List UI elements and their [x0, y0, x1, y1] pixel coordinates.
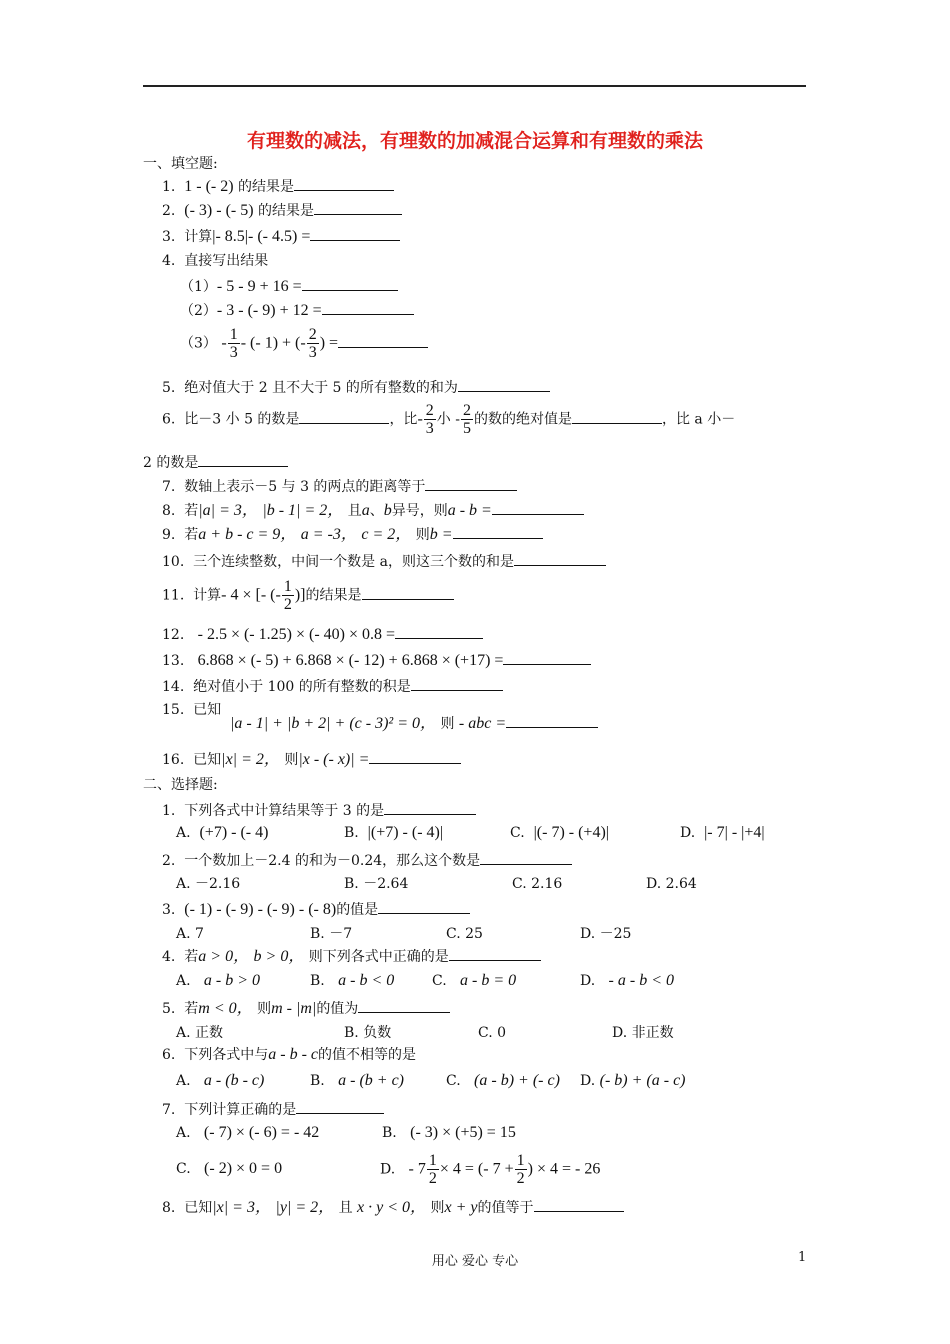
answer-blank[interactable]: [299, 409, 389, 424]
fill-q10: 10. 三个连续整数，中间一个数是 a，则这三个数的和是: [162, 551, 606, 571]
choice-q2-option-b[interactable]: B. －2.64: [344, 876, 409, 892]
fill-q7: 7. 数轴上表示－5 与 3 的两点的距离等于: [162, 476, 517, 496]
answer-blank[interactable]: [411, 676, 503, 691]
fraction: $\frac{1}{2}$: [283, 578, 292, 613]
choice-q4-option-c[interactable]: C. a - b = 0: [432, 972, 517, 989]
fill-q6-cont: 2 的数是: [143, 452, 288, 472]
answer-blank[interactable]: [492, 500, 584, 515]
fill-q4-sub1: （1）- 5 - 9 + 16 =: [180, 276, 398, 296]
footer-text: 用心 爱心 专心: [431, 1254, 519, 1269]
page-title: 有理数的减法，有理数的加减混合运算和有理数的乘法: [246, 130, 703, 152]
choice-q6-option-d[interactable]: D. (- b) + (a - c): [580, 1072, 686, 1089]
choice-q1-option-a[interactable]: A. (+7) - (- 4): [176, 824, 269, 841]
choice-q8: 8. 已知|x| = 3， |y| = 2， 且 x · y < 0， 则x + y的值等于: [162, 1197, 624, 1217]
fill-q16: 16. 已知|x| = 2， 则|x - (- x)| =: [162, 749, 461, 769]
choice-q3-option-d[interactable]: D. －25: [580, 926, 632, 942]
answer-blank[interactable]: [572, 409, 662, 424]
fill-q15-expr: |a - 1| + |b + 2| + (c - 3)² = 0， 则 - abc =: [230, 713, 598, 733]
answer-blank[interactable]: [296, 1099, 384, 1114]
fraction: $\frac{1}{2}$: [428, 1152, 437, 1187]
answer-blank[interactable]: [369, 749, 461, 764]
answer-blank[interactable]: [425, 476, 517, 491]
choice-q3-option-c[interactable]: C. 25: [446, 926, 483, 942]
answer-blank[interactable]: [314, 200, 402, 215]
choice-q1-option-b[interactable]: B. |(+7) - (- 4)|: [344, 824, 444, 841]
choice-q2-option-c[interactable]: C. 2.16: [512, 876, 563, 892]
choice-q1-option-d[interactable]: D. |- 7| - |+4|: [680, 824, 765, 841]
fraction: $\frac{1}{2}$: [516, 1152, 525, 1187]
fill-q13: 13. 6.868 × (- 5) + 6.868 × (- 12) + 6.868 × (+17) =: [162, 650, 591, 670]
fill-q9: 9. 若a + b - c = 9， a = -3， c = 2， 则b =: [162, 524, 543, 544]
fill-q5: 5. 绝对值大于 2 且不大于 5 的所有整数的和为: [162, 377, 550, 397]
fill-q3: 3. 计算|- 8.5|- (- 4.5) =: [162, 226, 400, 246]
fill-q4-sub2: （2）- 3 - (- 9) + 12 =: [180, 300, 414, 320]
answer-blank[interactable]: [458, 377, 550, 392]
answer-blank[interactable]: [453, 524, 543, 539]
fill-q4-sub3: （3） - $\frac{1}{3}$ - (- 1) + (- $\frac{2}{3}$ ) =: [180, 326, 428, 361]
choice-q1-option-c[interactable]: C. |(- 7) - (+4)|: [510, 824, 609, 841]
fill-q12: 12. - 2.5 × (- 1.25) × (- 40) × 0.8 =: [162, 624, 483, 644]
answer-blank[interactable]: [302, 276, 398, 291]
fill-q8: 8. 若|a| = 3， |b - 1| = 2， 且a、b异号，则a - b =: [162, 500, 584, 520]
answer-blank[interactable]: [534, 1197, 624, 1212]
choice-q4: 4. 若a > 0， b > 0， 则下列各式中正确的是: [162, 946, 541, 966]
answer-blank[interactable]: [198, 452, 288, 467]
section-choice-heading: 二、选择题:: [143, 777, 218, 793]
fill-q2: 2. (- 3) - (- 5) 的结果是: [162, 200, 402, 220]
choice-q6: 6. 下列各式中与a - b - c的值不相等的是: [162, 1046, 417, 1063]
choice-q2: 2. 一个数加上－2.4 的和为－0.24，那么这个数是: [162, 850, 572, 870]
answer-blank[interactable]: [378, 899, 470, 914]
page-number: 1: [798, 1250, 807, 1265]
answer-blank[interactable]: [395, 624, 483, 639]
answer-blank[interactable]: [503, 650, 591, 665]
fill-q6: 6. 比－3 小 5 的数是 ，比- $\frac{2}{3}$ 小 - $\frac{2}{5}$ 的数的绝对值是 ，比 a 小－: [162, 402, 736, 437]
fill-q11: 11. 计算- 4 × [- (- $\frac{1}{2}$ )]的结果是: [162, 578, 454, 613]
answer-blank[interactable]: [338, 333, 428, 348]
fill-q14: 14. 绝对值小于 100 的所有整数的积是: [162, 676, 503, 696]
choice-q5-option-d[interactable]: D. 非正数: [612, 1025, 674, 1041]
section-fill-heading: 一、填空题:: [143, 156, 218, 172]
choice-q3-option-a[interactable]: A. 7: [176, 926, 204, 942]
answer-blank[interactable]: [514, 551, 606, 566]
choice-q6-option-a[interactable]: A. a - (b - c): [176, 1072, 265, 1089]
choice-q5: 5. 若m < 0， 则m - |m|的值为: [162, 998, 450, 1018]
fraction: $\frac{2}{5}$: [462, 402, 471, 437]
fraction: $\frac{2}{3}$: [308, 326, 317, 361]
answer-blank[interactable]: [358, 998, 450, 1013]
fill-q1: 1. 1 - (- 2) 的结果是: [162, 176, 394, 196]
choice-q4-option-d[interactable]: D. - a - b < 0: [580, 972, 674, 989]
choice-q7-option-c[interactable]: C. (- 2) × 0 = 0: [176, 1160, 283, 1177]
choice-q4-option-b[interactable]: B. a - b < 0: [310, 972, 395, 989]
choice-q6-option-b[interactable]: B. a - (b + c): [310, 1072, 404, 1089]
choice-q2-option-a[interactable]: A. －2.16: [176, 876, 241, 892]
fraction: $\frac{1}{3}$: [229, 326, 238, 361]
choice-q7-option-b[interactable]: B. (- 3) × (+5) = 15: [382, 1124, 516, 1141]
choice-q4-option-a[interactable]: A. a - b > 0: [176, 972, 261, 989]
answer-blank[interactable]: [449, 946, 541, 961]
answer-blank[interactable]: [362, 585, 454, 600]
fill-q15: 15. 已知: [162, 702, 222, 718]
choice-q7-option-a[interactable]: A. (- 7) × (- 6) = - 42: [176, 1124, 320, 1141]
answer-blank[interactable]: [384, 800, 476, 815]
answer-blank[interactable]: [322, 300, 414, 315]
answer-blank[interactable]: [294, 176, 394, 191]
choice-q2-option-d[interactable]: D. 2.64: [646, 876, 697, 892]
choice-q3: 3. (- 1) - (- 9) - (- 9) - (- 8)的值是: [162, 899, 470, 919]
choice-q5-option-a[interactable]: A. 正数: [176, 1025, 224, 1041]
fill-q4: 4. 直接写出结果: [162, 253, 269, 269]
choice-q5-option-b[interactable]: B. 负数: [344, 1025, 392, 1041]
choice-q7: 7. 下列计算正确的是: [162, 1099, 384, 1119]
choice-q5-option-c[interactable]: C. 0: [478, 1025, 507, 1041]
fraction: $\frac{2}{3}$: [425, 402, 434, 437]
answer-blank[interactable]: [310, 226, 400, 241]
answer-blank[interactable]: [506, 713, 598, 728]
choice-q3-option-b[interactable]: B. －7: [310, 926, 353, 942]
choice-q7-option-d[interactable]: D. - 7 $\frac{1}{2}$ × 4 = (- 7 + $\frac{1}{2}$ ) × 4 = - 26: [380, 1152, 601, 1187]
choice-q1: 1. 下列各式中计算结果等于 3 的是: [162, 800, 476, 820]
header-rule: [143, 85, 806, 87]
choice-q6-option-c[interactable]: C. (a - b) + (- c): [446, 1072, 560, 1089]
answer-blank[interactable]: [480, 850, 572, 865]
